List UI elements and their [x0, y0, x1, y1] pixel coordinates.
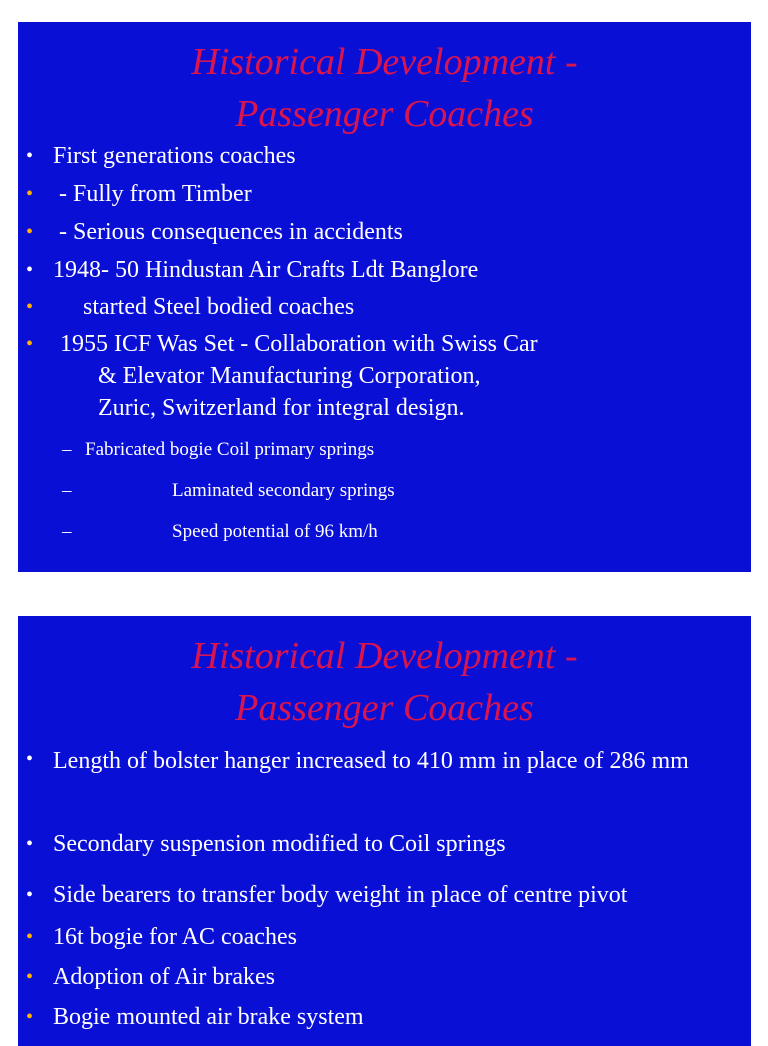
bullet-icon: • — [26, 333, 34, 355]
bullet-icon: • — [26, 966, 34, 988]
bullet-icon: • — [26, 183, 34, 205]
bullet-text: First generations coaches — [53, 143, 296, 169]
bullet-text: Zuric, Switzerland for integral design. — [98, 395, 465, 421]
bullet-text: - Fully from Timber — [53, 181, 252, 207]
slide-1-title-line-1: Historical Development - — [191, 41, 578, 83]
sub-item-text: Laminated secondary springs — [172, 480, 395, 501]
bullet-icon: • — [26, 884, 34, 906]
bullet-icon: • — [26, 221, 34, 243]
slide-2-title-line-2: Passenger Coaches — [235, 687, 534, 729]
bullet-text: Side bearers to transfer body weight in place of centre pivot — [53, 882, 628, 908]
bullet-icon: • — [26, 748, 34, 770]
bullet-text: 1948- 50 Hindustan Air Crafts Ldt Banglore — [53, 257, 479, 283]
bullet-text: & Elevator Manufacturing Corporation, — [98, 363, 481, 389]
sub-item-text: Speed potential of 96 km/h — [172, 521, 378, 542]
bullet-text: Secondary suspension modified to Coil springs — [53, 831, 506, 857]
dash-icon: – — [62, 521, 72, 542]
bullet-icon: • — [26, 145, 34, 167]
bullet-text: - Serious consequences in accidents — [53, 219, 403, 245]
bullet-icon: • — [26, 1006, 34, 1028]
bullet-icon: • — [26, 833, 34, 855]
bullet-icon: • — [26, 259, 34, 281]
bullet-text: 1955 ICF Was Set - Collaboration with Swiss Car — [60, 331, 538, 357]
slide-1 — [18, 22, 751, 572]
bullet-text: Length of bolster hanger increased to 410 mm in place of 286 mm — [53, 748, 689, 774]
slide-2-title-line-1: Historical Development - — [191, 635, 578, 677]
slide-1-title — [18, 36, 751, 140]
bullet-text: Bogie mounted air brake system — [53, 1004, 364, 1030]
slide-2-title — [18, 630, 751, 734]
bullet-icon: • — [26, 296, 34, 318]
dash-icon: – — [62, 480, 72, 501]
dash-icon: – — [62, 439, 72, 460]
bullet-text: 16t bogie for AC coaches — [53, 924, 297, 950]
slide-1-title-line-2: Passenger Coaches — [235, 93, 534, 135]
bullet-item — [18, 744, 751, 808]
bullet-text: started Steel bodied coaches — [53, 294, 355, 320]
bullet-icon: • — [26, 926, 34, 948]
sub-item-text: Fabricated bogie Coil primary springs — [85, 439, 375, 460]
bullet-text: Adoption of Air brakes — [53, 964, 275, 990]
slide-2 — [18, 616, 751, 1046]
